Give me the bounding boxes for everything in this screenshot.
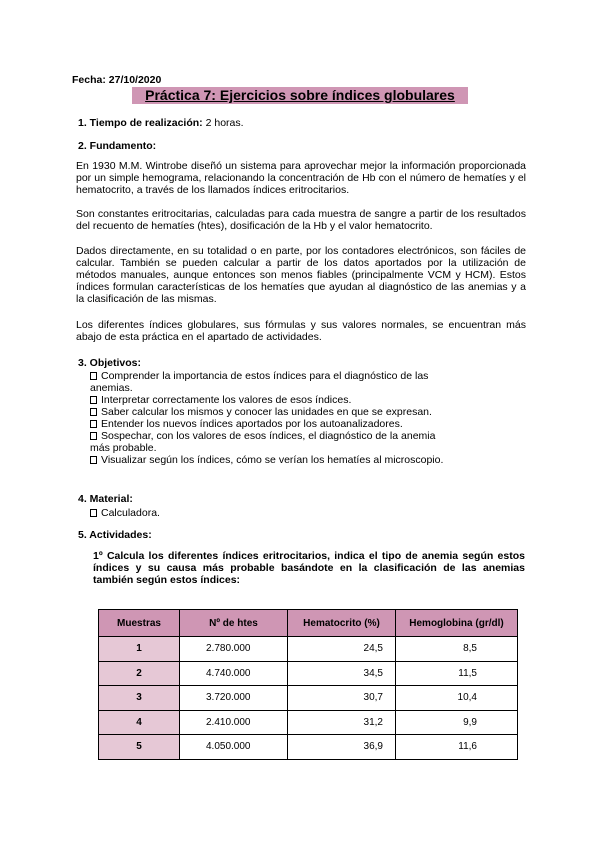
objectives-list xyxy=(90,370,450,466)
htes-cell: 2.780.000 xyxy=(180,637,288,662)
list-item: Comprender la importancia de estos índices para el diagnóstico de las anemias. xyxy=(90,370,429,394)
column-header: Hemoglobina (gr/dl) xyxy=(396,610,518,637)
checkbox-icon xyxy=(90,432,97,440)
section-1-value: 2 horas. xyxy=(205,117,244,129)
table-row xyxy=(99,686,518,711)
material-list xyxy=(90,507,450,519)
table-row xyxy=(99,710,518,735)
section-5-heading: 5. Actividades: xyxy=(78,529,152,541)
hematocrit-cell: 36,9 xyxy=(288,735,396,760)
paragraph-4: Los diferentes índices globulares, sus fórmulas y sus valores normales, se encuentran más abajo de esta práctica en el apartado de actividades. xyxy=(76,319,526,343)
section-1-heading: 1. Tiempo de realización: xyxy=(78,117,203,129)
table-row xyxy=(99,735,518,760)
column-header: Nº de htes xyxy=(180,610,288,637)
hematocrit-cell: 34,5 xyxy=(288,661,396,686)
hemoglobin-cell: 8,5 xyxy=(396,637,518,662)
activity-1: 1º Calcula los diferentes índices eritrocitarios, indica el tipo de anemia según estos índices y su causa más probable basándote en la clasificación de las anemias también según estos índices: xyxy=(93,550,525,586)
list-item: Sospechar, con los valores de esos índices, el diagnóstico de la anemia más probable. xyxy=(90,430,436,454)
sample-cell: 3 xyxy=(99,686,180,711)
paragraph-2: Son constantes eritrocitarias, calculadas para cada muestra de sangre a partir de los resultados del recuento de hematíes (htes), dosificación de la Hb y el valor hematocrito. xyxy=(76,208,526,232)
checkbox-icon xyxy=(90,408,97,416)
hemoglobin-cell: 9,9 xyxy=(396,710,518,735)
list-item: Entender los nuevos índices aportados por los autoanalizadores. xyxy=(90,418,450,430)
section-1 xyxy=(78,117,244,129)
checkbox-icon xyxy=(90,456,97,464)
paragraph-1: En 1930 M.M. Wintrobe diseñó un sistema para aprovechar mejor la información proporcionada por un simple hemograma, relacionando la concentración de Hb con el número de hematíes y el hematocrito, a través de los llamados índices eritrocitarios. xyxy=(76,160,526,196)
htes-cell: 4.740.000 xyxy=(180,661,288,686)
checkbox-icon xyxy=(90,509,97,517)
hematocrit-cell: 24,5 xyxy=(288,637,396,662)
page-title: Práctica 7: Ejercicios sobre índices globulares xyxy=(132,87,468,104)
table-row xyxy=(99,637,518,662)
checkbox-icon xyxy=(90,420,97,428)
hemoglobin-cell: 11,5 xyxy=(396,661,518,686)
checkbox-icon xyxy=(90,372,97,380)
list-item: Saber calcular los mismos y conocer las unidades en que se expresan. xyxy=(90,406,450,418)
data-table xyxy=(98,609,518,760)
section-3-heading: 3. Objetivos: xyxy=(78,357,142,369)
checkbox-icon xyxy=(90,396,97,404)
htes-cell: 2.410.000 xyxy=(180,710,288,735)
section-2-heading: 2. Fundamento: xyxy=(78,140,157,152)
column-header: Muestras xyxy=(99,610,180,637)
list-item: Calculadora. xyxy=(90,507,450,519)
hematocrit-cell: 30,7 xyxy=(288,686,396,711)
column-header: Hematocrito (%) xyxy=(288,610,396,637)
sample-cell: 5 xyxy=(99,735,180,760)
htes-cell: 3.720.000 xyxy=(180,686,288,711)
sample-cell: 4 xyxy=(99,710,180,735)
date-label: Fecha: 27/10/2020 xyxy=(72,74,162,86)
hemoglobin-cell: 10,4 xyxy=(396,686,518,711)
table-row xyxy=(99,661,518,686)
list-item: Interpretar correctamente los valores de esos índices. xyxy=(90,394,450,406)
sample-cell: 2 xyxy=(99,661,180,686)
htes-cell: 4.050.000 xyxy=(180,735,288,760)
paragraph-3: Dados directamente, en su totalidad o en parte, por los contadores electrónicos, son fáciles de calcular. También se pueden calcular a partir de los datos aportados por la utilización de métodos manuales, aunque entonces son menos fiables (principalmente VCM y HCM). Estos índices formulan características de los hematíes que ayudan al diagnóstico de las anemias y a la clasificación de las mismas. xyxy=(76,245,526,305)
section-4-heading: 4. Material: xyxy=(78,493,133,505)
table-header-row xyxy=(99,610,518,637)
sample-cell: 1 xyxy=(99,637,180,662)
hematocrit-cell: 31,2 xyxy=(288,710,396,735)
list-item: Visualizar según los índices, cómo se verían los hematíes al microscopio. xyxy=(90,454,450,466)
hemoglobin-cell: 11,6 xyxy=(396,735,518,760)
